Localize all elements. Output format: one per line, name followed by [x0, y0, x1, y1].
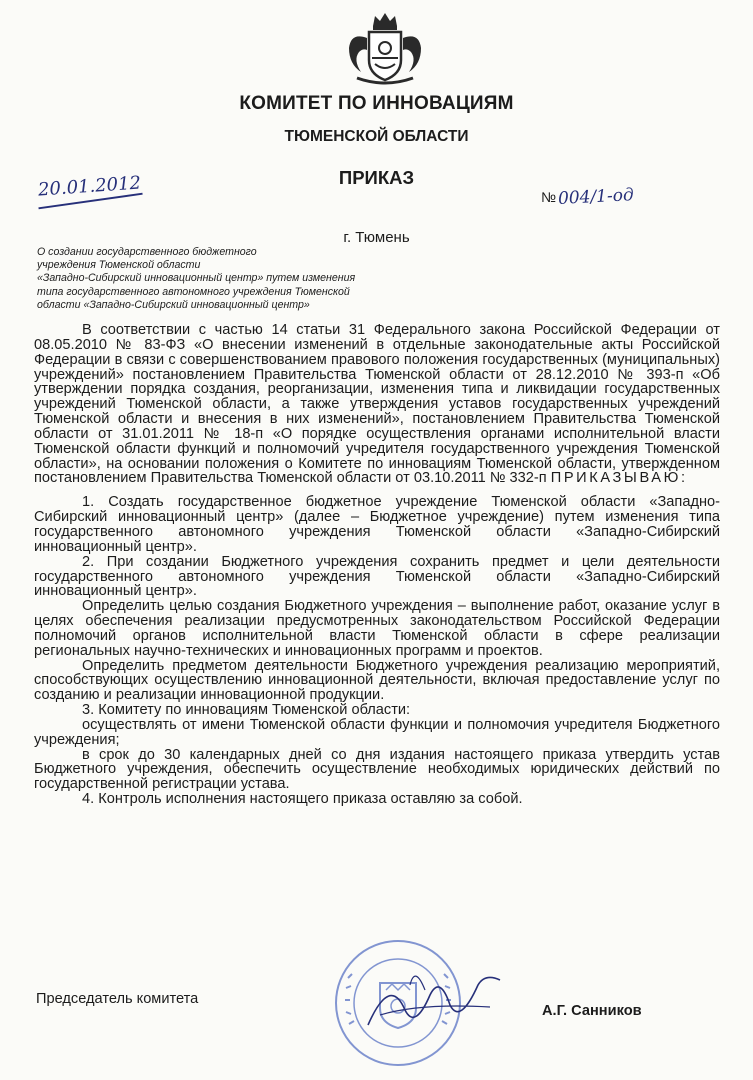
document-body: [34, 323, 720, 807]
subject-line: «Западно-Сибирский инновационный центр» путем изменения: [37, 272, 356, 285]
preamble-text: В соответствии с частью 14 статьи 31 Федерального закона Российской Федерации от 08.05.2010 № 83-ФЗ «О внесении изменений в отдельные законодательные акты Российской Федерации в связи с совершенствованием правового положения государственных (муниципальных) учреждений» постановлением Правительства Тюменской области от 28.12.2010 № 393-п «Об утверждении порядка создания, реорганизации, изменения типа и ликвидации государственных учреждений Тюменской области, а также утверждения уставов государственных учреждений Тюменской области и внесения в них изменений», постановлением Правительства Тюменской области от 31.01.2011 № 18-п «О порядке осуществления органами исполнительной власти Тюменской области функций и полномочий учредителя государственного учреждения Тюменской области», на основании положения о Комитете по инновациям Тюменской области, утвержденном постановлением Правительства Тюменской области от 03.10.2011 № 332-п: [34, 322, 720, 487]
subject-line: О создании государственного бюджетного: [37, 246, 257, 258]
clause-paragraph: в срок до 30 календарных дней со дня издания настоящего приказа утвердить устав Бюджетного учреждения, обеспечить осуществление необходимых юридических действий по государственной регистрации устава.: [34, 746, 720, 793]
organization-region: ТЮМЕНСКОЙ ОБЛАСТИ: [284, 128, 469, 145]
organization-name: КОМИТЕТ ПО ИННОВАЦИЯМ: [239, 93, 514, 114]
clause-paragraph: осуществлять от имени Тюменской области функции и полномочия учредителя Бюджетного учреждения;: [34, 716, 720, 748]
handwritten-signature: [360, 955, 510, 1040]
subject-line: учреждения Тюменской области: [37, 259, 201, 272]
clause-paragraph: Определить предметом деятельности Бюджетного учреждения реализацию мероприятий, способствующих осуществлению инновационной деятельности, включая предоставление услуг по созданию и реализации инновационной продукции.: [34, 657, 720, 704]
city-line: г. Тюмень: [343, 229, 410, 246]
preamble-paragraph: [34, 323, 720, 486]
subject-block: [37, 246, 397, 312]
signatory-name: А.Г. Санников: [542, 1003, 642, 1019]
clause-paragraph: 3. Комитету по инновациям Тюменской области:: [82, 702, 411, 719]
coat-of-arms-emblem: [339, 8, 431, 88]
clause-paragraph: 2. При создании Бюджетного учреждения сохранить предмет и цели деятельности государственного автономного учреждения Тюменской области «Западно-Сибирский инновационный центр».: [34, 553, 720, 600]
handwritten-date: 20.01.2012: [37, 172, 142, 201]
clause-paragraph: 1. Создать государственное бюджетное учреждение Тюменской области «Западно-Сибирский инновационный центр» (далее – Бюджетное учреждение) путем изменения типа государственного автономного учреждения Тюменской области «Западно-Сибирский инновационный центр».: [34, 494, 720, 555]
handwritten-number: 004/1-од: [557, 185, 635, 209]
clause-paragraph: Определить целью создания Бюджетного учреждения – выполнение работ, оказание услуг в целях обеспечения реализации предусмотренных законодательством Российской Федерации полномочий органов исполнительной власти Тюменской области в сфере реализации региональных научно-технических и инновационных программ и проектов.: [34, 598, 720, 659]
document-type-title: ПРИКАЗ: [338, 167, 415, 188]
clause-paragraph: 4. Контроль исполнения настоящего приказа оставляю за собой.: [82, 791, 523, 808]
number-sign: №: [541, 189, 557, 205]
signatory-position: Председатель комитета: [36, 991, 199, 1007]
subject-line: типа государственного автономного учреждения Тюменской: [37, 285, 350, 298]
subject-line: области «Западно-Сибирский инновационный центр»: [37, 298, 310, 311]
order-word: ПРИКАЗЫВАЮ:: [550, 470, 688, 487]
document-number: [541, 187, 634, 207]
